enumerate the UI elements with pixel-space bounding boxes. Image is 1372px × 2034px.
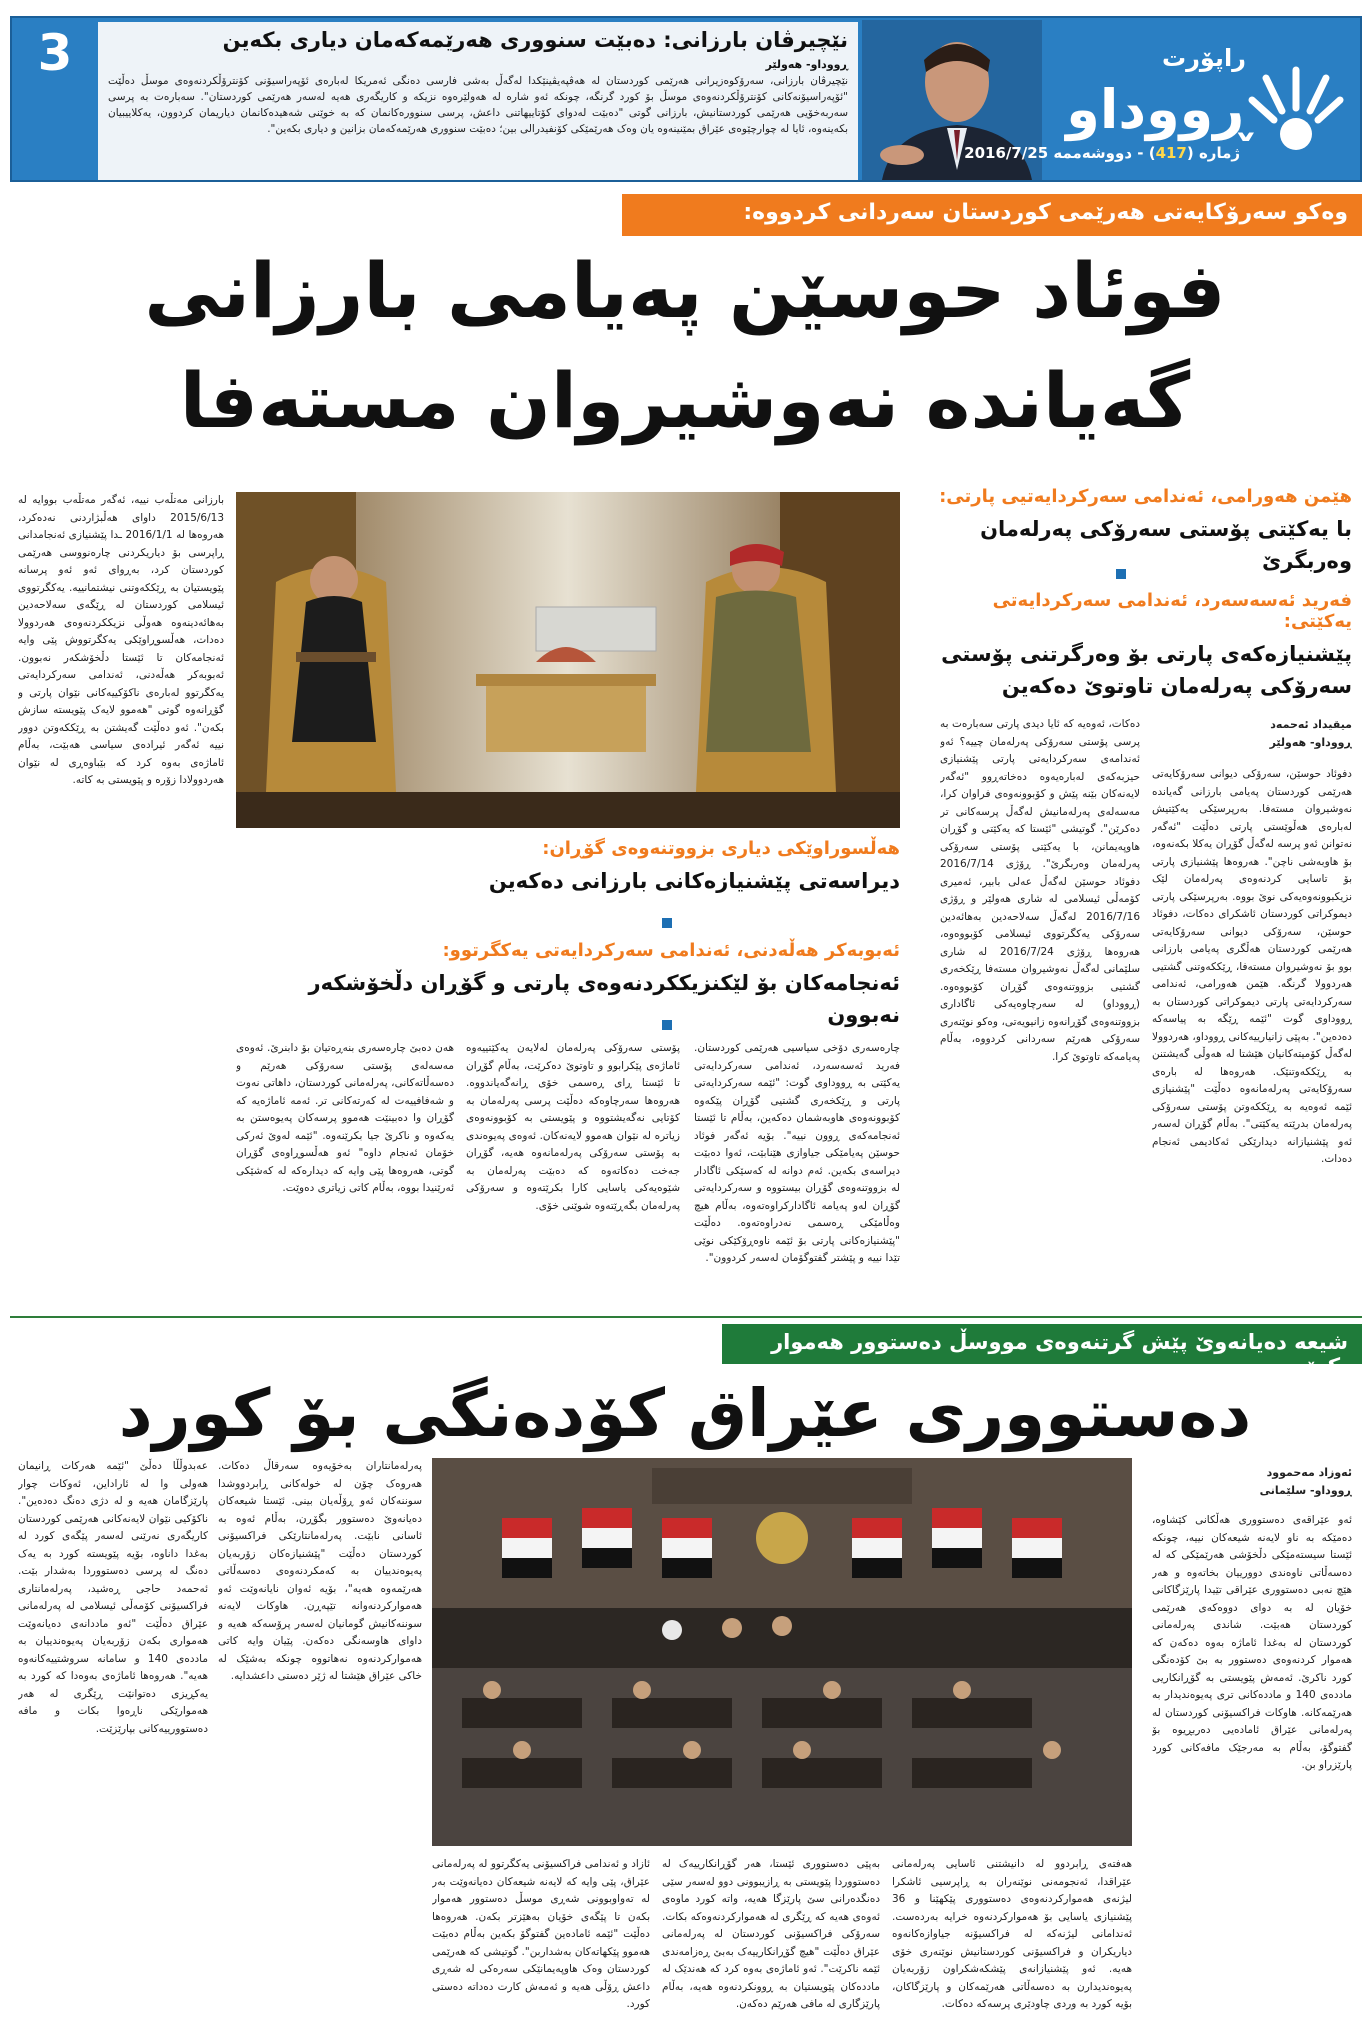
story1-headline-line1: فوئاد حوسێن پەیامی بارزانی (144, 246, 1226, 335)
issue-prefix: ژمارە ( (1186, 144, 1240, 162)
story1-column-a: دفوئاد حوسێن، سەرۆکی دیوانی سەرۆکایەتی هەرێمی کوردستان پەیامی بارزانی گەیاندە نەوشیروان مستەفا. بەرپرسێکی یەکێتیش لەبارەی هەڵوێستی پارتی دەڵێت "ئەگەر نەتوانن ئەو پرسە لەگەڵ گۆڕان یەکلا بکەنەوە، بۆ هاوبەشی ناچن". هەروەها پێشنیازی پارتی بۆ تاسایی کردنەوەی پەرلەمان لێک نزیکبوونەوەیەکی نوێ بووە. بەرپرسێکی پارتی دیموکراتی کوردستان ئاشکرای دەکات، دفوئاد حوسێن، سەرۆکی دیوانی سەرۆکایەتی هەرێمی کوردستان هەڵگری پەیامی بارزانی بوو بۆ نەوشیروان مستەفا، ڕێککەوتنی گشتیی هەردوولا گرنگە. هێمن هەورامی، ئەندامی سەرکردایەتی پارتی دیموکراتی کوردستان بە ڕووداوی گوت "ئێمە ڕێگە بە پیاسەکە دەدەین". بەپێی زانیارییەکانی ڕووداو، هەردوولا لەگەڵ کۆمیتەکانیان هێشتا لە هەوڵی گەیشتنن بە ڕێککەوتنێک. هەروەها لە بارەی سەرۆکایەتی پەرلەمانەوە دەڵێت "پێشنیازی ئێمە ئەوەیە بە ڕێککەوتن پۆستی سەرۆکی پەرلەمان بدرێتە یەکێتی". بەڵام گۆڕان لەسەر ئەو پێشنیازانە دیدارێکی ئەکادیمی ئەنجام دەدات. (1152, 768, 1352, 1165)
story2-byline (1152, 1464, 1352, 1500)
story1-byline-author: میقیداد ئەحمەد (1270, 718, 1352, 731)
story2-kicker: شیعە دەیانەوێ پێش گرتنەوەی مووسڵ دەستوور هەموار بکرێت (722, 1324, 1362, 1364)
issue-number: 417 (1155, 144, 1187, 162)
quote4-text: ئەنجامەکان بۆ لێکنزیککردنەوەی پارتی و گۆڕان دڵخۆشکەر نەبوون (308, 971, 900, 1027)
masthead-band (10, 16, 1362, 182)
rudaw-logo (1066, 44, 1346, 158)
quote-block-4 (236, 940, 900, 1031)
quote3-speaker: هەڵسوراوێکی دیاری بزووتنەوەی گۆڕان: (542, 838, 900, 859)
story1-column-b: دەکات، ئەوەیە کە ئایا دیدی پارتی سەبارەت بە پرسی پۆستی سەرۆکی پەرلەمان چییە؟ ئەو ئەندامەی سەرکردایەتی پارتی پێشنیازی حیزبەکەی لەبارەیەوە دەخاتەڕوو "ئەگەر لایەنەکان بێنە پێش و کۆبوونەوەی فراوان کرا، مەسەلەی پەرلەمانیش لەگەڵ پرسەکانی تر دەکرێن". گوتیشی "ئێستا کە یەکێتی و گۆڕان هاوپەیمانن، با یەکێتی پۆستی سەرۆکی پەرلەمان وەربگرێ". ڕۆژی 2016/7/14 دفوئاد حوسێن لەگەڵ عەلی بابیر، ئەمیری کۆمەڵی ئیسلامی لە شاری هەولێر و ڕۆژی 2016/7/16 لەگەڵ سەلاحەدین بەهائەدین سەرۆکی یەکگرتووی ئیسلامی کۆبووەوە، هەروەها ڕۆژی 2016/7/24 لە شاری سلێمانی لەگەڵ نەوشیروان مستەفا ڕێکخەری گشتیی بزووتنەوەی گۆڕان کۆبووەوە. (ڕووداو) لە سەرچاوەیەکی ئاگاداری بزووتنەوەی گۆڕانەوە زانیویەتی، وەکو نوێنەری سەرۆکی هەرێم سەردانی کردووە، بەڵام پەیامەکە تاوتوێ کرا. (940, 718, 1140, 1063)
quote-block-2 (932, 590, 1352, 702)
quote-block-1 (932, 486, 1352, 577)
story2-byline-author: ئەوزاد مەحموود (1266, 1466, 1352, 1479)
logo-wordmark: ڕووداو (1066, 78, 1250, 141)
divider-square-icon (662, 918, 672, 928)
story2-column-a: ئەو عێراقەی دەستووری هەڵکانی کێشاوە، دەمێکە بە ناو لایەنە شیعەکان نییە، چونکە ئێستا سیستەمێکی دڵخۆشی هەرێمێکی کە لە دەسەڵاتی ناوەندی دوورییان بخاتەوە و هەر هێچ نەبی دەستووری عێراقی تێیدا پارێزگاکانی خۆیان لە بە دوای دووەکەی هەرێمی کوردستان هەبێت. شاندی پەرلەمانی کوردستان لە بەغدا ئاماژە بەوە دەکەن کە هەموار کردنەوەی دەستوور بە بێ کۆدەنگی کورد ناکرێ. ئەمەش پێویستی بە گۆڕانکاریی ماددەی 140 و ماددەکانی تری پەیوەندیدار بە هەرێمەکانە. هاوکات فراکسیۆنی کوردستان لە پەرلەمانی عێراق ئامادەیی دەربڕیوە بۆ گفتوگۆ، بەڵام بە مەرجێک مافەکانی کورد پارێزراو بن. (1152, 1514, 1352, 1771)
story1-headline (30, 236, 1340, 476)
story1-column-c: چارەسەری دۆخی سیاسیی هەرێمی کوردستان. فەرید ئەسەسەرد، ئەندامی سەرکردایەتی یەکێتی بە ڕووداوی گوت: "ئێمە سەرکردایەتی پارتی و ڕێکخەری گشتیی گۆڕان پێکەوە کۆبوونەوەی هاوبەشمان دەکەین، بەڵام تا ئێستا ئەنجامەکەی ڕوون نییە". بۆیە ئەگەر فوئاد حوسێن پەیامێکی جیاوازی هێنابێت، ئەوا دەبێت دیراسەی بکەین. ئەم دوانە لە کەسێکی ئاگادار لە بزووتنەوەی گۆڕان بیستووە و سەرکردایەتی گۆڕان لەو پەیامە ئاگادارکراوەتەوە، بەڵام هیچ وەڵامێکی ڕەسمی نەدراوەتەوە. دەڵێت "پێشنیازەکانی پارتی بۆ ئێمە ناوەڕۆکێکی نوێی تێدا نییە و پێشتر گفتوگۆمان لەسەر کردوون". (694, 1042, 900, 1264)
story2-column-c: بەپێی دەستووری ئێستا، هەر گۆڕانکارییەک لە دەستووردا پێویستی بە ڕازیبوونی دوو لەسەر سێی دەنگدەرانی سێ پارێزگا هەیە، واتە کورد ماوەی ئەوەی هەیە کە ڕێگری لە هەموارکردنەوەکە بکات. سەرۆکی فراکسیۆنی کوردستان لە پەرلەمانی عێراق دەڵێت "هیچ گۆڕانکارییەک بەبێ ڕەزامەندی ئێمە ناکرێت". ئەو ئاماژەی بەوە کرد کە هەندێک لە ماددەکان پێویستیان بە ڕوونکردنەوە هەیە، بەڵام پارێزگاری لە مافی هەرێم دەکەن. (662, 1858, 880, 2010)
divider-square-icon (662, 1020, 672, 1030)
report-label: راپۆرت (1161, 44, 1246, 72)
header-news-brief (98, 22, 858, 180)
story2-byline-place: ڕووداو- سلێمانی (1259, 1483, 1352, 1497)
story1-byline (1152, 716, 1352, 752)
header-news-title: نێچیرڤان بارزانی: دەبێت سنووری هەرێمەکەمان دیاری بکەین (222, 28, 848, 52)
header-news-byline: ڕووداو- هەولێر (765, 58, 848, 71)
header-news-text: نێچیرڤان بارزانی، سەرۆکوەزیرانی هەرێمی کوردستان لە هەڤپەیڤینێکدا لەگەڵ بەشی فارسی دەنگی ئەمریکا لەبارەی ئۆپەراسیۆنی کۆنترۆڵکردنەوەی موسڵ دەڵێت "ئۆپەراسیۆنەکانی کۆنترۆڵکردنەوەی موسڵ بۆ کورد گرنگە، چونکە ئەو شارە لە هەولێرەوە نزیکە و کاریگەری هەیە لەسەر هەرێمی کوردستان". سەبارەت بە پرسی سەربەخۆیی هەرێمی کوردستانیش، بارزانی گوتی "دەبێت لەدوای کۆتاییهاتنی داعش، پرسی سنوورەکانمان کە بە خوێنی شەهیدەکانمان دیاریمان کردوون، یەکلاییبیان بکەینەوە، ئایا لە چوارچێوەی عێراق بمێنینەوە یان وەک هەرێمێکی کۆنفیدرالی بین؛ دەبێت سنووری هەرێمەکەمان بزانین و دیاری بکەین". (108, 75, 848, 135)
story1-headline-line2: گەیاندە نەوشیروان مستەفا (179, 356, 1191, 445)
quote-block-3 (236, 838, 900, 897)
divider-square-icon (1116, 569, 1126, 579)
story1-byline-place: ڕووداو- هەولێر (1269, 735, 1352, 749)
story1-meeting-photo (236, 492, 900, 828)
story2-column-b: هەفتەی ڕابردوو لە دانیشتنی ئاسایی پەرلەمانی عێراقدا، ئەنجومەنی نوێنەران بە ڕاپرسیی ئاشکرا لیژنەی هەموارکردنەوەی دەستووری پێکهێنا و 36 پێشنیازی یاسایی بۆ هەموارکردنەوە خرایە بەردەست. ئەندامانی لیژنەکە لە فراکسیۆنە جیاوازەکانەوە دیاریکران و فراکسیۆنی کوردستانیش نوێنەری خۆی هەیە. ئەو پێشنیازانەی پێشکەشکراون زۆربەیان پەیوەندیدارن بە دەسەڵاتی هەرێمەکان و پارێزگاکان، بۆیە کورد بە وردی چاودێری پرسەکە دەکات. (892, 1858, 1132, 2010)
quote2-speaker: فەرید ئەسەسەرد، ئەندامی سەرکردایەتی یەکێتی: (992, 590, 1352, 632)
story1-column-e: هەن دەبێ چارەسەری بنەڕەتیان بۆ دابنرێ. ئەوەی مەسەلەی پۆستی سەرۆکی هەرێم و دەسەڵاتەکانی، پەرلەمانی کوردستان، داهاتی نەوت و شەفافییەت لە کەرتەکانی تر. ئەمە ئاماژەیە کە گۆڕان وا دەبینێت هەموو پرسەکان پەیوەستن بە یەکەوە و ناکرێ جیا بکرێنەوە. "ئێمە لەوێ ئەرکی خۆمان ئەنجام داوە" ئەو هەڵسوڕاوەی گۆڕان گوتی، هەروەها پێی وایە کە دیدارەکە لە کەشێکی ئەرێنیدا بووە، بەڵام کاتی زیاتری دەوێت. (236, 1042, 454, 1194)
sun-logo-icon (1246, 54, 1346, 154)
story1-column-f: بارزانی مەتڵەب نییە، ئەگەر مەتڵەب بووایە لە 2015/6/13 داوای هەڵبژاردنی نەدەکرد، هەروەها لە 2016/1/1 ـدا پێشنیازی ئەنجامدانی ڕاپرسی بۆ دیاریکردنی چارەنووسی هەرێمی کوردستان کرد، بەڕوای ئەو ئەو پرسانە پێویستیان بە ڕێککەوتنی نیشتمانییە. یەکگرتووی ئیسلامی کوردستان لە ڕێگەی سەلاحەدین بەهائەدینەوە هەوڵی نزیککردنەوەی هەردوولا دەدات، هەڵسوڕاوێکی یەکگرتووش پێی وایە ئەنجامەکان تا ئێستا دڵخۆشکەر نەبوون. ئەبوبەکر هەڵەدنی، ئەندامی سەرکردایەتی یەکگرتوو لەبارەی ناکۆکییەکانی نێوان پارتی و گۆڕانەوە گوتی "هەموو لایەک پێویستە سازش بکەن". ئەو دەڵێت گەیشتن بە ڕێککەوتن دوور نییە ئەگەر ئیرادەی سیاسی هەبێت، بەڵام ئاماژەی بەوە کرد کە بێباوەڕی لە نێوان هەردوولادا زۆرە و پێویستی بە کاتە. (18, 494, 224, 786)
story2-column-f: عەبدوڵڵا دەڵێ "ئێمە هەرکات ڕانیمان هەولی وا لە ئاراداین، ئەوکات چوار پارێزگامان هەیە و لە دژی دەنگ دەدەین". ناکۆکیی نێوان لایەنەکانی هەرێمی کوردستان کاریگەری نەرێنی لەسەر پێگەی کورد لە بەغدا داناوە، بۆیە پێویستە کورد بە یەک دەنگ لە پرسی دەستووردا بەشدار بێت. ئەحمەد حاجی ڕەشید، پەرلەمانتاری فراکسیۆنی کۆمەڵی ئیسلامی لە پەرلەمانی عێراق دەڵێت "ئەو ماددانەی دەیانەوێت هەمواری بکەن زۆربەیان پەیوەندییان بە ماددەی 140 و سامانە سروشتییەکانەوە هەیە". هەروەها ئاماژەی بەوەدا کە کورد بە یەکڕیزی دەتوانێت ڕێگری لە هەر هەموارێکی ناڕەوا بکات و مافە دەستوورییەکانی بپارێزێت. (18, 1460, 208, 1735)
story2-headline: دەستووری عێراق کۆدەنگی بۆ کورد (118, 1375, 1252, 1452)
quote2-text: پێشنیازەکەی پارتی بۆ وەرگرتنی پۆستی سەرۆکی پەرلەمان تاوتوێ دەکەین (941, 642, 1352, 698)
quote3-text: دیراسەتی پێشنیازەکانی بارزانی دەکەین (488, 869, 900, 893)
story1-kicker: وەکو سەرۆکایەتی هەرێمی کوردستان سەردانی کردووە: (622, 194, 1362, 236)
story2-column-d: ئازاد و ئەندامی فراکسیۆنی یەکگرتوو لە پەرلەمانی عێراق، پێی وایە کە لایەنە شیعەکان دەیانەوێت بەر لە تەواوبوونی شەڕی موسڵ دەستوور هەموار بکەن تا پێگەی خۆیان بەهێزتر بکەن. هەروەها دەڵێت "ئێمە ئامادەین گفتوگۆ بکەین بەڵام دەبێت هەموو پێکهاتەکان بەشداربن". گوتیشی کە هەرێمی کوردستان وەک هاوپەیمانێکی سەرەکی لە شەڕی داعش ڕۆڵی هەیە و ئەمەش کارت دەداتە دەستی کورد. (432, 1858, 650, 2010)
section-divider (10, 1316, 1362, 1318)
story2-column-e: پەرلەمانتاران بەخۆیەوە سەرقاڵ دەکات. هەروەک چۆن لە خولەکانی ڕابردووشدا سوننەکان ئەو ڕۆڵەیان بینی. ئێستا شیعەکان دەیانەوێ دەستوور بگۆڕن، بەڵام ئەوە بە ئاسانی نابێت. پەرلەمانتارێکی فراکسیۆنی کوردستان دەڵێت "پێشنیازەکان زۆربەیان پەیوەندییان بە کەمکردنەوەی دەسەڵاتی هەرێمەوە هەیە"، بۆیە ئەوان نایانەوێت ئەو هەموارکردنەوانە تێپەڕن. هاوکات لایەنە سوننەکانیش گومانیان لەسەر پرۆسەکە هەیە و داوای هاوسەنگی دەکەن. پێیان وایە کاتی هەموارکردنەوە نەهاتووە چونکە بەشێک لە خاکی عێراق هێشتا لە ژێر دەستی داعشدایە. (218, 1460, 422, 1682)
quote4-speaker: ئەبوبەکر هەڵەدنی، ئەندامی سەرکردایەتی یەکگرتوو: (442, 940, 900, 961)
page-number: 3 (37, 24, 73, 82)
story1-column-d: پۆستی سەرۆکی پەرلەمان لەلایەن یەکێتییەوە ئاماژەی پێکرابوو و تاوتوێ دەکرێت، بەڵام گۆڕان تا ئێستا ڕای ڕەسمی خۆی ڕانەگەیاندووە. هەروەها سەرچاوەکە دەڵێت پرسی پەرلەمان بە کۆتایی نەگەیشتووە و پێویستی بە کۆبوونەوەی زیاترە لە نێوان هەموو لایەنەکان. ئەوەی پەیوەندی بە پۆستی سەرۆکی پەرلەمانەوە هەیە، گۆڕان جەخت دەکاتەوە کە دەبێت پەرلەمان بە شێوەیەکی یاسایی کارا بکرێتەوە و سەرۆکی پەرلەمان بگەڕێتەوە شوێنی خۆی. (466, 1042, 680, 1212)
issue-info (964, 144, 1240, 162)
story2-parliament-photo (432, 1458, 1132, 1846)
quote1-text: با یەکێتی پۆستی سەرۆکی پەرلەمان وەربگرێ (980, 517, 1352, 573)
issue-date: ) - دووشەممە 2016/7/25 (964, 144, 1156, 162)
quote1-speaker: هێمن هەورامی، ئەندامی سەرکردایەتیی پارتی: (939, 486, 1352, 507)
